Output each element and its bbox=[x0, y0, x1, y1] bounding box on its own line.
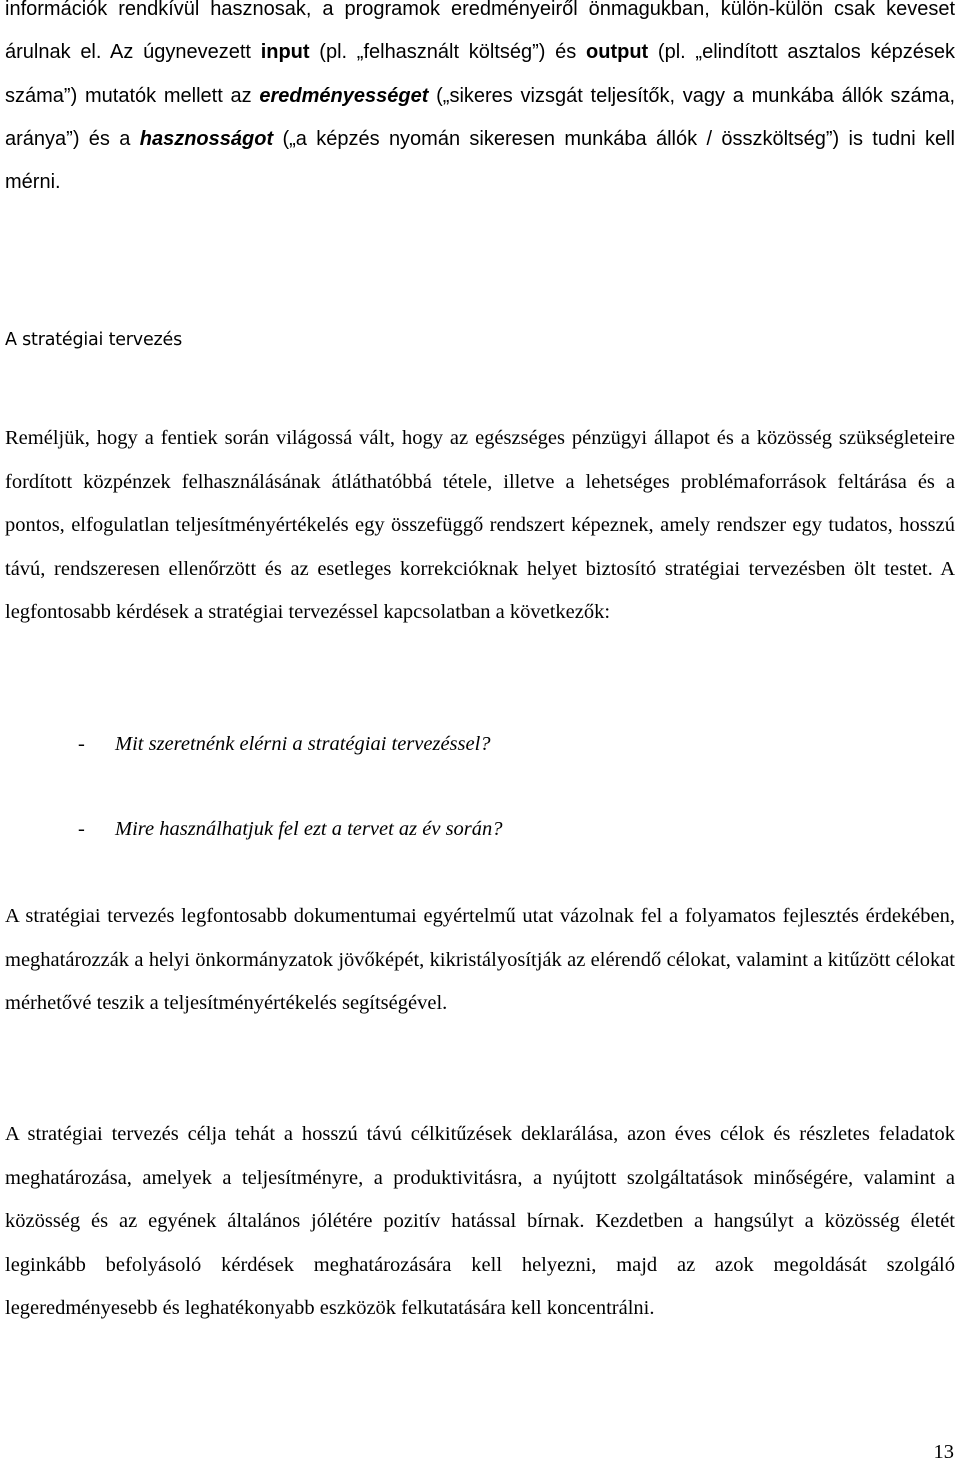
text-run: információk rendkívül hasznosak, a programok eredményeiről önmagukban, külön-külön csak keveset árulnak el. Az úgynevezett bbox=[5, 0, 955, 64]
section-heading: A stratégiai tervezés bbox=[5, 330, 182, 350]
text-run: („a képzés nyomán sikeresen munkába állók / összköltség”) is tudni kell mérni. bbox=[5, 127, 955, 194]
question-item bbox=[78, 814, 503, 844]
text-run: (pl. „elindított asztalos képzések száma”) mutatók mellett az bbox=[5, 41, 955, 107]
paragraph-intro: Reméljük, hogy a fentiek során világossá vált, hogy az egészséges pénzügyi állapot és a közösség szükségleteire fordított közpénzek felhasználásának átláthatóbbá tétele, illetve a lehetséges problémaforrások feltárása és a pontos, elfogulatlan teljesítményértékelés egy összefüggő rendszert képeznek, amely rendszer egy tudatos, hosszú távú, rendszeresen ellenőrzött és az esetleges korrekcióknak helyet biztosító stratégiai tervezésben ölt testet. A legfontosabb kérdések a stratégiai tervezéssel kapcsolatban a következők: bbox=[5, 427, 955, 624]
bold-term-output: output bbox=[586, 41, 649, 64]
question-text: Mire használhatjuk fel ezt a tervet az év során? bbox=[115, 818, 503, 840]
text-run: („sikeres vizsgát teljesítők, vagy a munkába állók száma, aránya”) és a bbox=[5, 84, 955, 150]
text-run: (pl. „felhasznált költség”) és bbox=[309, 41, 587, 64]
paragraph-metrics bbox=[5, 0, 955, 216]
question-item bbox=[78, 729, 491, 759]
question-text: Mit szeretnénk elérni a stratégiai tervezéssel? bbox=[115, 733, 491, 755]
paragraph-documents: A stratégiai tervezés legfontosabb dokumentumai egyértelmű utat vázolnak fel a folyamatos fejlesztés érdekében, meghatározzák a helyi önkormányzatok jövőképét, kikristályosítják az elérendő célokat, valamint a kitűzött célokat mérhetővé teszik a teljesítményértékelés segítségével. bbox=[5, 905, 955, 1015]
page-number: 13 bbox=[933, 1441, 954, 1463]
bold-term-input: input bbox=[260, 41, 310, 64]
paragraph-goals: A stratégiai tervezés célja tehát a hosszú távú célkitűzések deklarálása, azon éves célok és részletes feladatok meghatározása, amelyek a teljesítményre, a produktivitásra, a nyújtott szolgáltatások minőségére, valamint a közösség és az egyének általános jólétére pozitív hatással bírnak. Kezdetben a hangsúlyt a közösség életét leginkább befolyásoló kérdések meghatározására kell helyezni, majd az azok megoldását szolgáló legeredményesebb és leghatékonyabb eszközök felkutatására kell koncentrálni. bbox=[5, 1123, 955, 1320]
list-dash: - bbox=[78, 733, 85, 755]
bold-italic-term-usefulness: hasznosságot bbox=[139, 127, 274, 150]
list-dash: - bbox=[78, 818, 85, 840]
bold-italic-term-effectiveness: eredményességet bbox=[259, 84, 429, 107]
